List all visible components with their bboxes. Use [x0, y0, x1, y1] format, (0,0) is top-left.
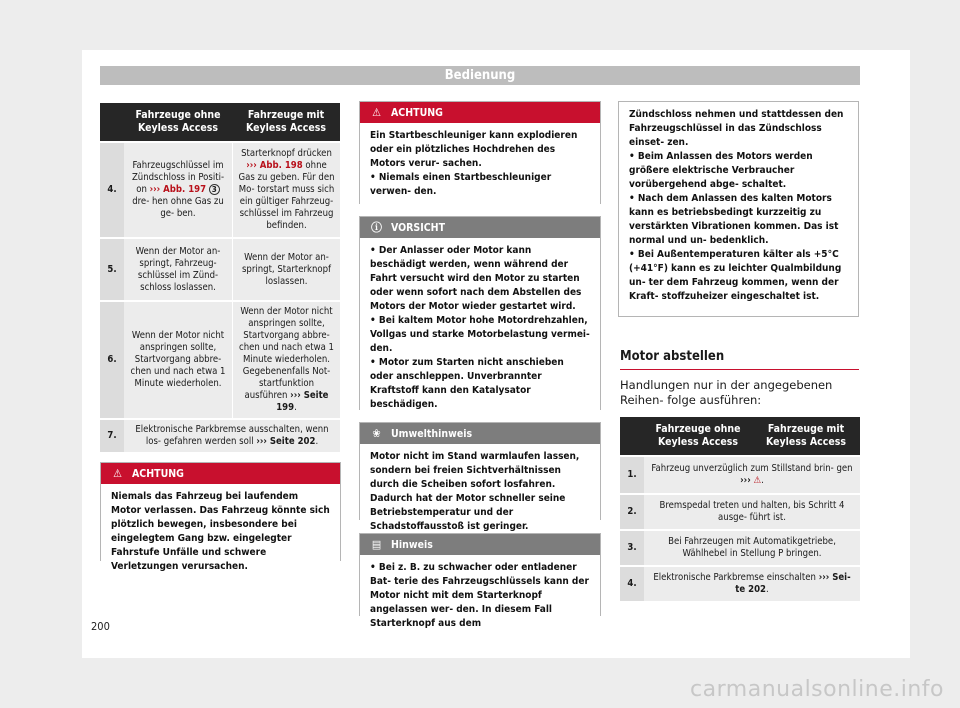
row-cell-without-keyless: Fahrzeugschlüssel im Zündschloss in Positi- on ››› Abb. 197 3 dre- hen ohne Gas zu ge- ben.	[124, 141, 232, 237]
row-cell-span: Elektronische Parkbremse einschalten ››› Sei- te 202.	[644, 565, 860, 601]
caution-bullet: • Bei kaltem Motor hohe Motordrehzahlen, Vollgas und starke Motorbelastung vermei- den.	[370, 314, 590, 356]
row-number: 5.	[100, 237, 124, 300]
section-intro: Handlungen nur in der angegebenen Reihen- folge ausführen:	[620, 378, 833, 407]
hint-bullet: • Bei Außentemperaturen kälter als +5°C (+41°F) kann es zu leichter Qualmbildung un- ter dem Fahrzeug kommen, wenn der Kraft- stoffzuheizer eingeschaltet ist.	[629, 248, 848, 304]
left-table-header-num	[100, 103, 124, 141]
row-cell-with-keyless: Starterknopf drücken ››› Abb. 198 ohne Gas zu geben. Für den Mo- torstart muss sich ein gültiger Fahrzeug- schlüssel im Fahrzeug befinden.	[232, 141, 340, 237]
row-number: 2.	[620, 493, 644, 529]
left-table-header-with-keyless: Fahrzeuge mit Keyless Access	[232, 103, 340, 141]
right-table-header-num	[620, 417, 644, 455]
hint-continuation-box	[618, 101, 859, 317]
environment-box	[359, 422, 601, 532]
warning-body	[360, 123, 600, 205]
warning-header: ⚠ ACHTUNG	[101, 463, 340, 484]
table-row	[100, 300, 340, 418]
row-cell-span: Bremspedal treten und halten, bis Schritt 4 ausge- führt ist.	[644, 493, 860, 529]
table-row	[100, 418, 340, 452]
row-number: 7.	[100, 418, 124, 452]
page-link[interactable]: ››› Seite 202	[256, 436, 316, 447]
page-number: 200	[91, 620, 110, 633]
row-cell-span: Bei Fahrzeugen mit Automatikgetriebe, Wählhebel in Stellung P bringen.	[644, 529, 860, 565]
left-table-header-without-keyless: Fahrzeuge ohne Keyless Access	[124, 103, 232, 141]
mid-warning-box	[359, 101, 601, 204]
warning-bullet: • Niemals einen Startbeschleuniger verwen- den.	[370, 171, 590, 199]
leaf-icon: ❀	[372, 427, 381, 440]
row-cell-without-keyless: Wenn der Motor nicht anspringen sollte, Startvorgang abbre- chen und nach etwa 1 Minute wiederholen.	[124, 300, 232, 418]
row-number: 4.	[620, 565, 644, 601]
left-warning-box	[100, 462, 341, 572]
caution-box	[359, 216, 601, 410]
caution-bullet: • Der Anlasser oder Motor kann beschädigt werden, wenn während der Fahrt versucht wird den Motor zu starten oder wenn sofort nach dem Abstellen des Motors der Motor wieder gestartet wird.	[370, 244, 590, 314]
figure-link[interactable]: ››› Abb. 197	[149, 184, 207, 195]
row-number: 6.	[100, 300, 124, 418]
warning-header: ⚠ ACHTUNG	[360, 102, 600, 123]
figure-link[interactable]: ››› Abb. 198	[246, 160, 303, 171]
table-row	[100, 237, 340, 300]
caution-body	[360, 238, 600, 418]
warning-text: Ein Startbeschleuniger kann explodieren oder ein plötzliches Hochdrehen des Motors verur- sachen.	[370, 130, 578, 169]
environment-text: Motor nicht im Stand warmlaufen lassen, sondern bei freien Sichtverhältnissen durch die Scheiben sofort losfahren. Dadurch hat der Motor schneller seine Betriebstemperatur und der Schadstoffausstoß ist geringer.	[360, 444, 600, 540]
hint-continuation-body	[619, 102, 858, 310]
section-title: Motor abstellen	[620, 349, 859, 370]
environment-header: ❀ Umwelthinweis	[360, 423, 600, 444]
right-table-header-with-keyless: Fahrzeuge mit Keyless Access	[752, 417, 860, 455]
hint-body	[360, 555, 600, 637]
page-link[interactable]: ››› Seite 199	[276, 390, 329, 413]
warning-triangle-icon: ⚠	[753, 475, 762, 486]
row-cell-without-keyless: Wenn der Motor an- springt, Fahrzeug- schlüssel im Zünd- schloss loslassen.	[124, 237, 232, 300]
table-row	[100, 141, 340, 237]
hint-continuation-text: Zündschloss nehmen und stattdessen den Fahrzeugschlüssel in das Zündschloss einset- zen.	[629, 109, 844, 148]
page-link[interactable]: ››› Sei- te 202	[735, 572, 851, 595]
warning-text: Niemals das Fahrzeug bei laufendem Motor verlassen. Das Fahrzeug könnte sich plötzlich bewegen, insbesondere bei eingelegtem Gang bzw. eingelegter Fahrstufe Unfälle und schwere Verletzungen verursachen.	[101, 484, 340, 580]
watermark-text: carmanualsonline.info	[690, 677, 944, 702]
hint-box	[359, 533, 601, 629]
row-number: 3.	[620, 529, 644, 565]
right-operation-table	[620, 417, 860, 601]
hint-bullet: • Beim Anlassen des Motors werden größere elektrische Verbraucher vorübergehend abge- schaltet.	[629, 150, 848, 192]
row-cell-with-keyless: Wenn der Motor nicht anspringen sollte, Startvorgang abbre- chen und nach etwa 1 Minute wiederholen. Gegebenenfalls Not- startfunktion ausführen ››› Seite 199.	[232, 300, 340, 418]
hint-bullet: • Bei z. B. zu schwacher oder entladener Bat- terie des Fahrzeugschlüssels kann der Motor nicht mit dem Starterknopf angelassen wer- den. In diesem Fall Starterknopf aus dem	[370, 561, 590, 631]
caution-circle-icon: ⓘ	[371, 221, 382, 234]
page-header: Bedienung	[100, 66, 860, 85]
left-operation-table	[100, 103, 340, 452]
warning-triangle-icon: ⚠	[372, 106, 381, 119]
callout-number: 3	[209, 184, 220, 195]
row-cell-span: Fahrzeug unverzüglich zum Stillstand brin- gen ››› ⚠.	[644, 455, 860, 493]
row-cell-with-keyless: Wenn der Motor an- springt, Starterknopf loslassen.	[232, 237, 340, 300]
caution-header: ⓘ VORSICHT	[360, 217, 600, 238]
table-row	[620, 565, 860, 601]
table-row	[620, 455, 860, 493]
reference-link[interactable]: ›››	[740, 475, 751, 486]
table-row	[620, 529, 860, 565]
row-cell-span: Elektronische Parkbremse ausschalten, wenn los- gefahren werden soll ››› Seite 202.	[124, 418, 340, 452]
warning-triangle-icon: ⚠	[113, 467, 122, 480]
caution-bullet: • Motor zum Starten nicht anschieben oder anschleppen. Unverbrannter Kraftstoff kann den Katalysator beschädigen.	[370, 356, 590, 412]
row-number: 4.	[100, 141, 124, 237]
table-row	[620, 493, 860, 529]
right-table-header-without-keyless: Fahrzeuge ohne Keyless Access	[644, 417, 752, 455]
hint-bullet: • Nach dem Anlassen des kalten Motors kann es betriebsbedingt kurzzeitig zu verstärkten Vibrationen kommen. Das ist normal und un- bedenklich.	[629, 192, 848, 248]
note-icon: ▤	[371, 538, 382, 551]
row-number: 1.	[620, 455, 644, 493]
hint-header: ▤ Hinweis	[360, 534, 600, 555]
